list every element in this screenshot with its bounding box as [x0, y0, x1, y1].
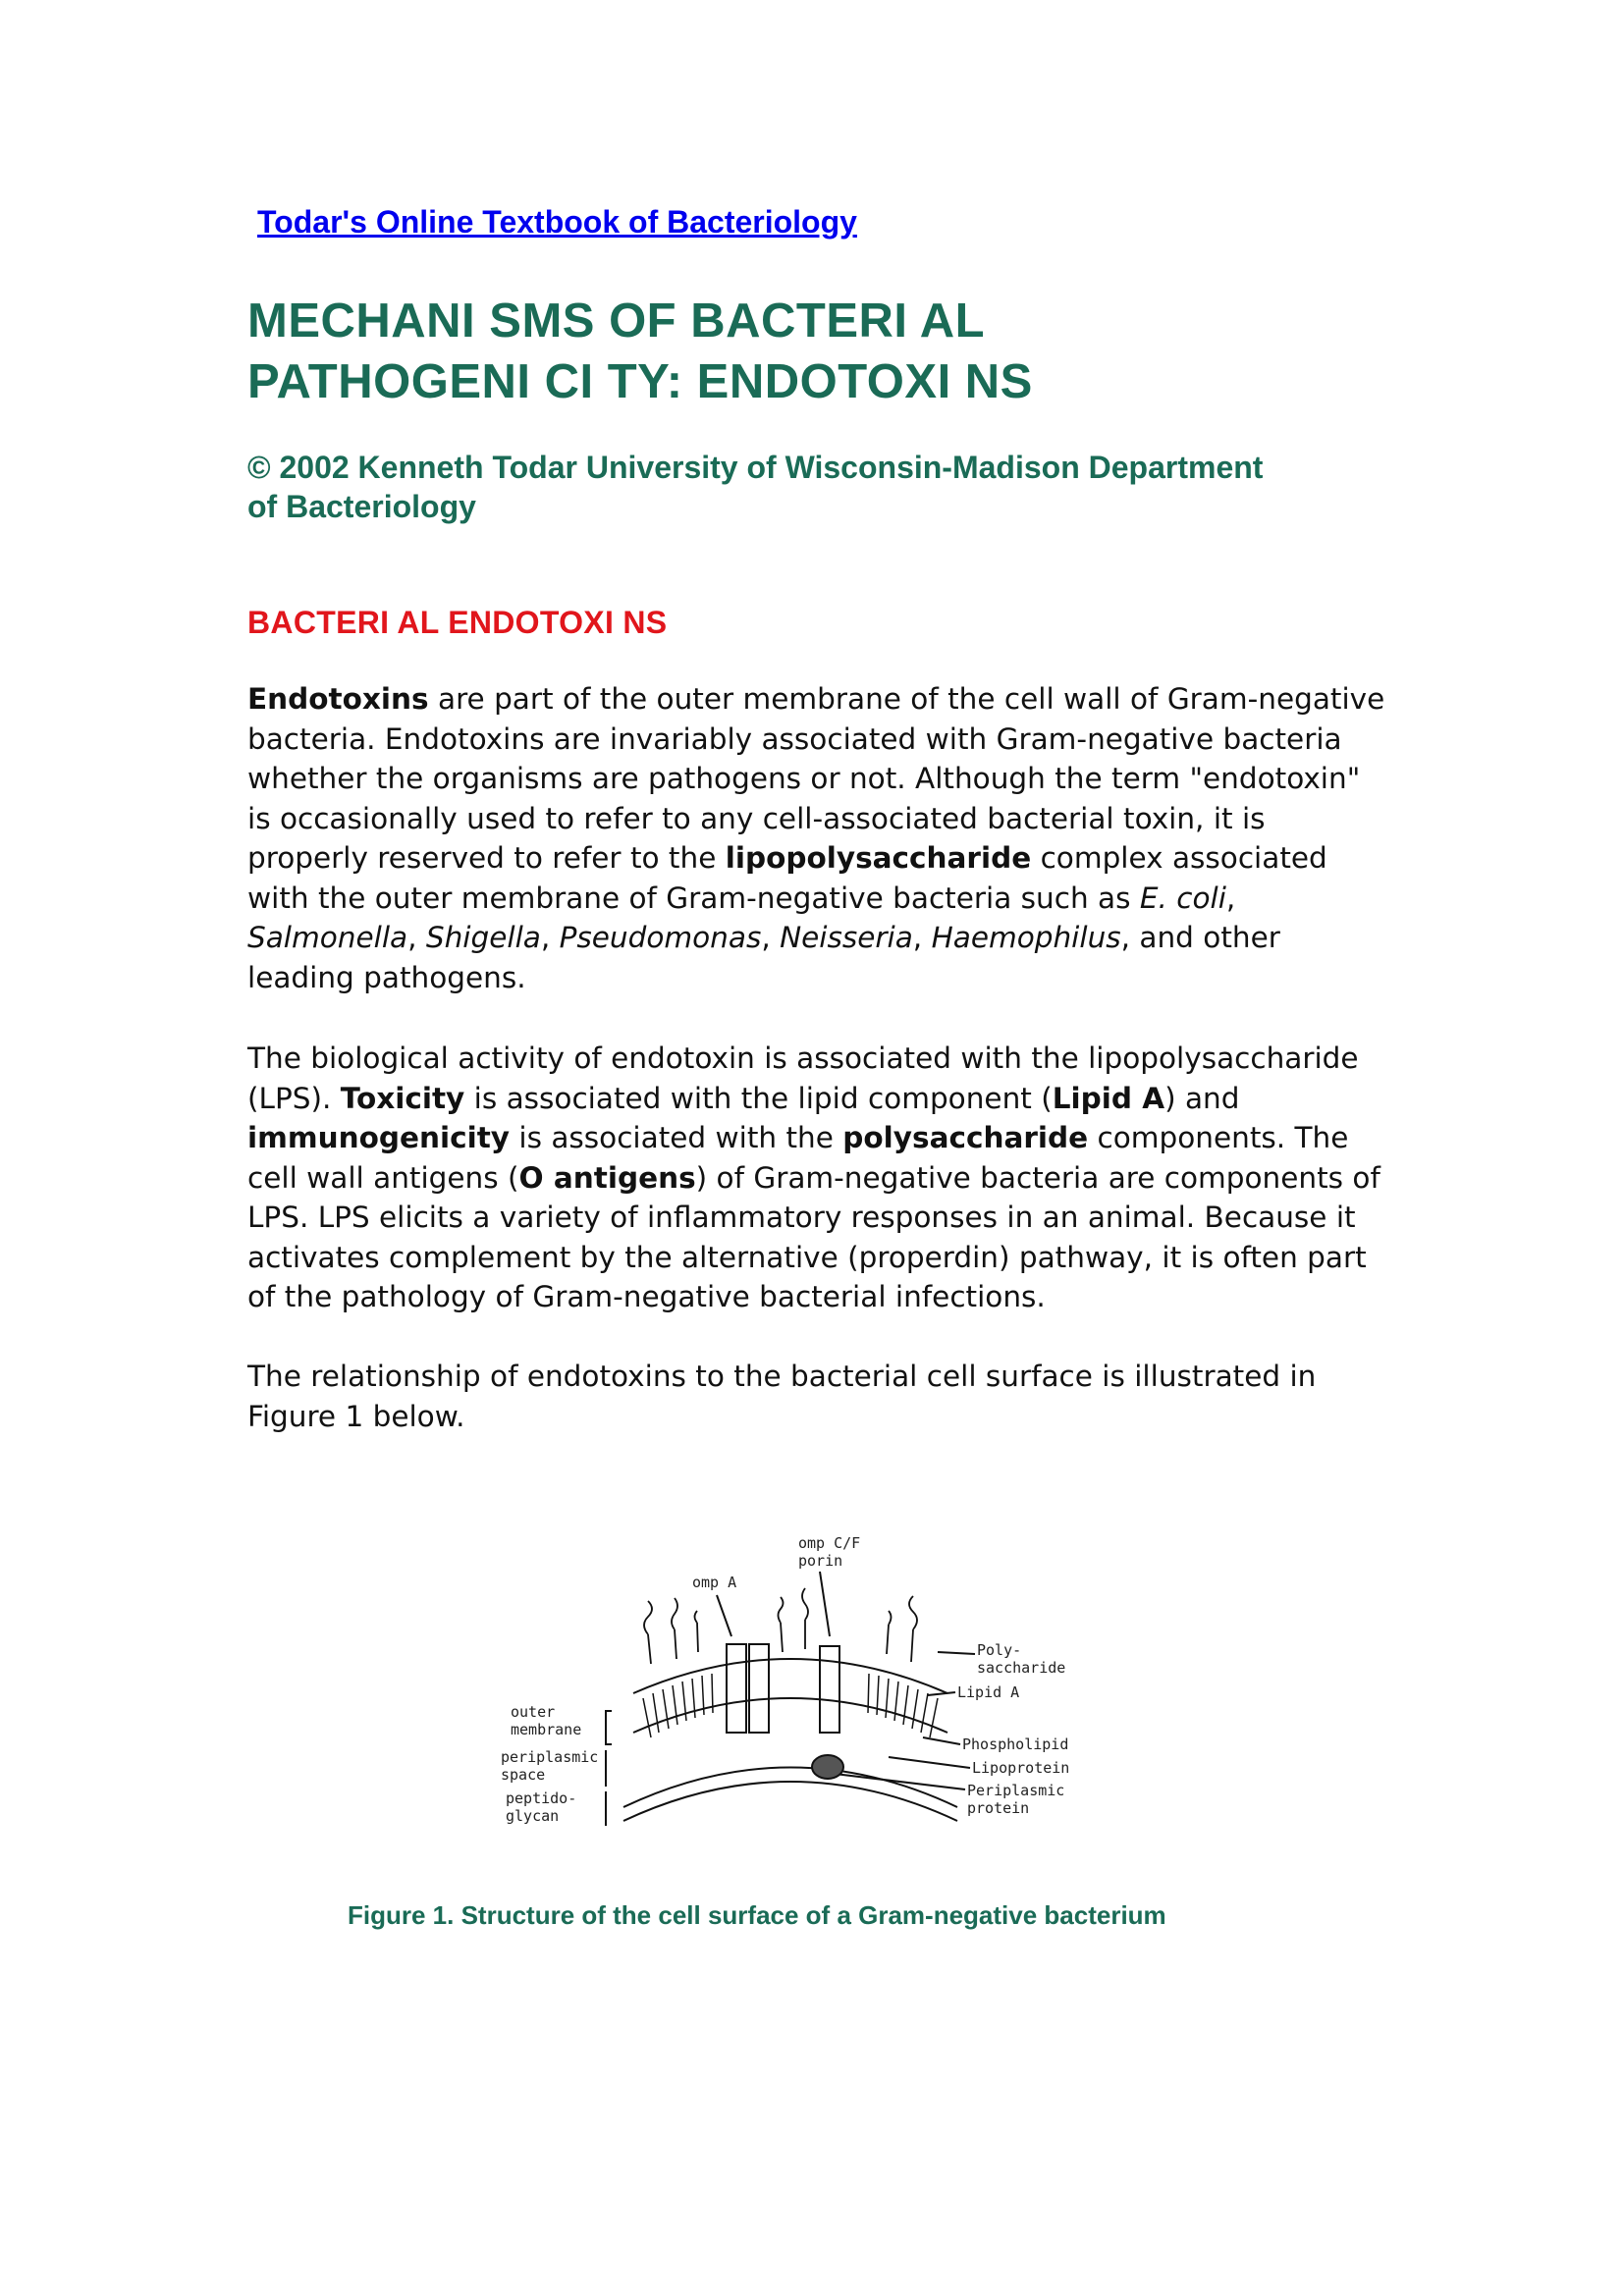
text-span: , [407, 921, 426, 954]
label-periprot-1: Periplasmic [967, 1782, 1065, 1799]
label-omp-a: omp A [692, 1574, 737, 1591]
label-pepti-1: peptido- [506, 1789, 577, 1807]
arrow-porin [820, 1572, 830, 1636]
section-heading: BACTERI AL ENDOTOXI NS [247, 605, 668, 640]
label-phospholipid: Phospholipid [962, 1735, 1069, 1753]
porin-barrel [820, 1646, 839, 1733]
title-line-2: PATHOGENI CI TY: ENDOTOXI NS [247, 355, 1033, 408]
periplasmic-protein-blob [812, 1755, 843, 1779]
polysaccharide-chains [644, 1588, 917, 1664]
label-lipid-a: Lipid A [957, 1683, 1020, 1701]
bracket-outer [606, 1711, 612, 1744]
membrane-arc-inner [633, 1698, 947, 1733]
arrow-lipoprotein [889, 1757, 970, 1768]
copyright-line-2: of Bacteriology [247, 489, 476, 524]
cell-surface-figure [496, 1526, 1095, 1860]
omp-a-barrel [727, 1644, 746, 1733]
term-endotoxins: Endotoxins [247, 682, 429, 716]
figure-caption: Figure 1. Structure of the cell surface of a Gram-negative bacterium [348, 1900, 1166, 1930]
text-span: , [1225, 881, 1236, 915]
label-porin: porin [798, 1552, 843, 1570]
copyright-line-1: © 2002 Kenneth Todar University of Wisconsin-Madison Department [247, 450, 1264, 485]
textbook-link[interactable]: Todar's Online Textbook of Bacteriology [257, 204, 857, 240]
label-omp-cf: omp C/F [798, 1534, 861, 1552]
organism-pseudomonas: Pseudomonas [559, 921, 762, 954]
text-span: , and other leading pathogens. [247, 921, 1280, 994]
text-span: is associated with the lipid component ( [464, 1081, 1053, 1115]
label-outer-1: outer [511, 1703, 556, 1721]
arrow-omp-a [717, 1595, 731, 1636]
label-poly-2: saccharide [977, 1659, 1066, 1677]
term-immunogenicity: immunogenicity [247, 1121, 511, 1154]
organism-neisseria: Neisseria [780, 921, 913, 954]
organism-haemophilus: Haemophilus [931, 921, 1121, 954]
paragraph-figure-intro: The relationship of endotoxins to the bacterial cell surface is illustrated in Figure 1 below. [247, 1360, 1317, 1433]
label-peri-1: periplasmic [501, 1748, 599, 1766]
label-periprot-2: protein [967, 1799, 1030, 1817]
text-span: is associated with the [510, 1121, 843, 1154]
text-span: , [912, 921, 932, 954]
text-span: are part of the outer membrane of the cell wall of Gram-negative bacteria. Endotoxins are invariably associated with Gram-negative bacteria whether the organisms are pathogens or not. Although the term "endotoxin" is occasionally used to refer to any cell-associated bacterial toxin, it is properly reserved to refer to the [247, 682, 1385, 875]
text-span: components. The cell wall antigens ( [247, 1121, 1349, 1195]
copyright [247, 448, 1426, 526]
membrane-diagram [606, 1572, 975, 1826]
term-polysaccharide: polysaccharide [842, 1121, 1089, 1154]
arrow-polysaccharide [938, 1652, 975, 1654]
title-line-1: MECHANI SMS OF BACTERI AL [247, 294, 986, 347]
arrow-lipid-a [928, 1692, 955, 1695]
organism-ecoli: E. coli [1139, 881, 1226, 915]
label-outer-2: membrane [511, 1721, 582, 1738]
text-span: The biological activity of endotoxin is associated with the lipopolysaccharide (LPS). [247, 1041, 1359, 1115]
text-span: ) and [1164, 1081, 1240, 1115]
lipid-tails [643, 1674, 938, 1737]
membrane-arc-outer [633, 1659, 947, 1693]
organism-shigella: Shigella [425, 921, 541, 954]
text-span: ) of Gram-negative bacteria are components of LPS. LPS elicits a variety of inflammatory responses in an animal. Because it activates complement by the alternative (properdin) pathway, it is often part of the pathology of Gram-negative bacterial infections. [247, 1160, 1380, 1313]
term-lipopolysaccharide: lipopolysaccharide [725, 841, 1032, 875]
arrow-phospholipid [923, 1737, 960, 1744]
page-title [247, 291, 1426, 412]
label-peri-2: space [501, 1766, 546, 1784]
label-pepti-2: glycan [506, 1807, 560, 1825]
omp-a-barrel-2 [749, 1644, 769, 1733]
term-toxicity: Toxicity [340, 1081, 465, 1115]
term-o-antigens: O antigens [518, 1160, 696, 1195]
text-span: , [761, 921, 781, 954]
text-span: complex associated with the outer membrane of Gram-negative bacteria such as [247, 841, 1327, 915]
text-span: , [540, 921, 560, 954]
term-lipid-a: Lipid A [1052, 1081, 1165, 1115]
label-lipoprotein: Lipoprotein [972, 1759, 1070, 1777]
label-poly-1: Poly- [977, 1641, 1022, 1659]
organism-salmonella: Salmonella [247, 921, 408, 954]
paragraph-biological-activity [247, 1039, 1386, 1317]
paragraph-endotoxins [247, 679, 1386, 997]
